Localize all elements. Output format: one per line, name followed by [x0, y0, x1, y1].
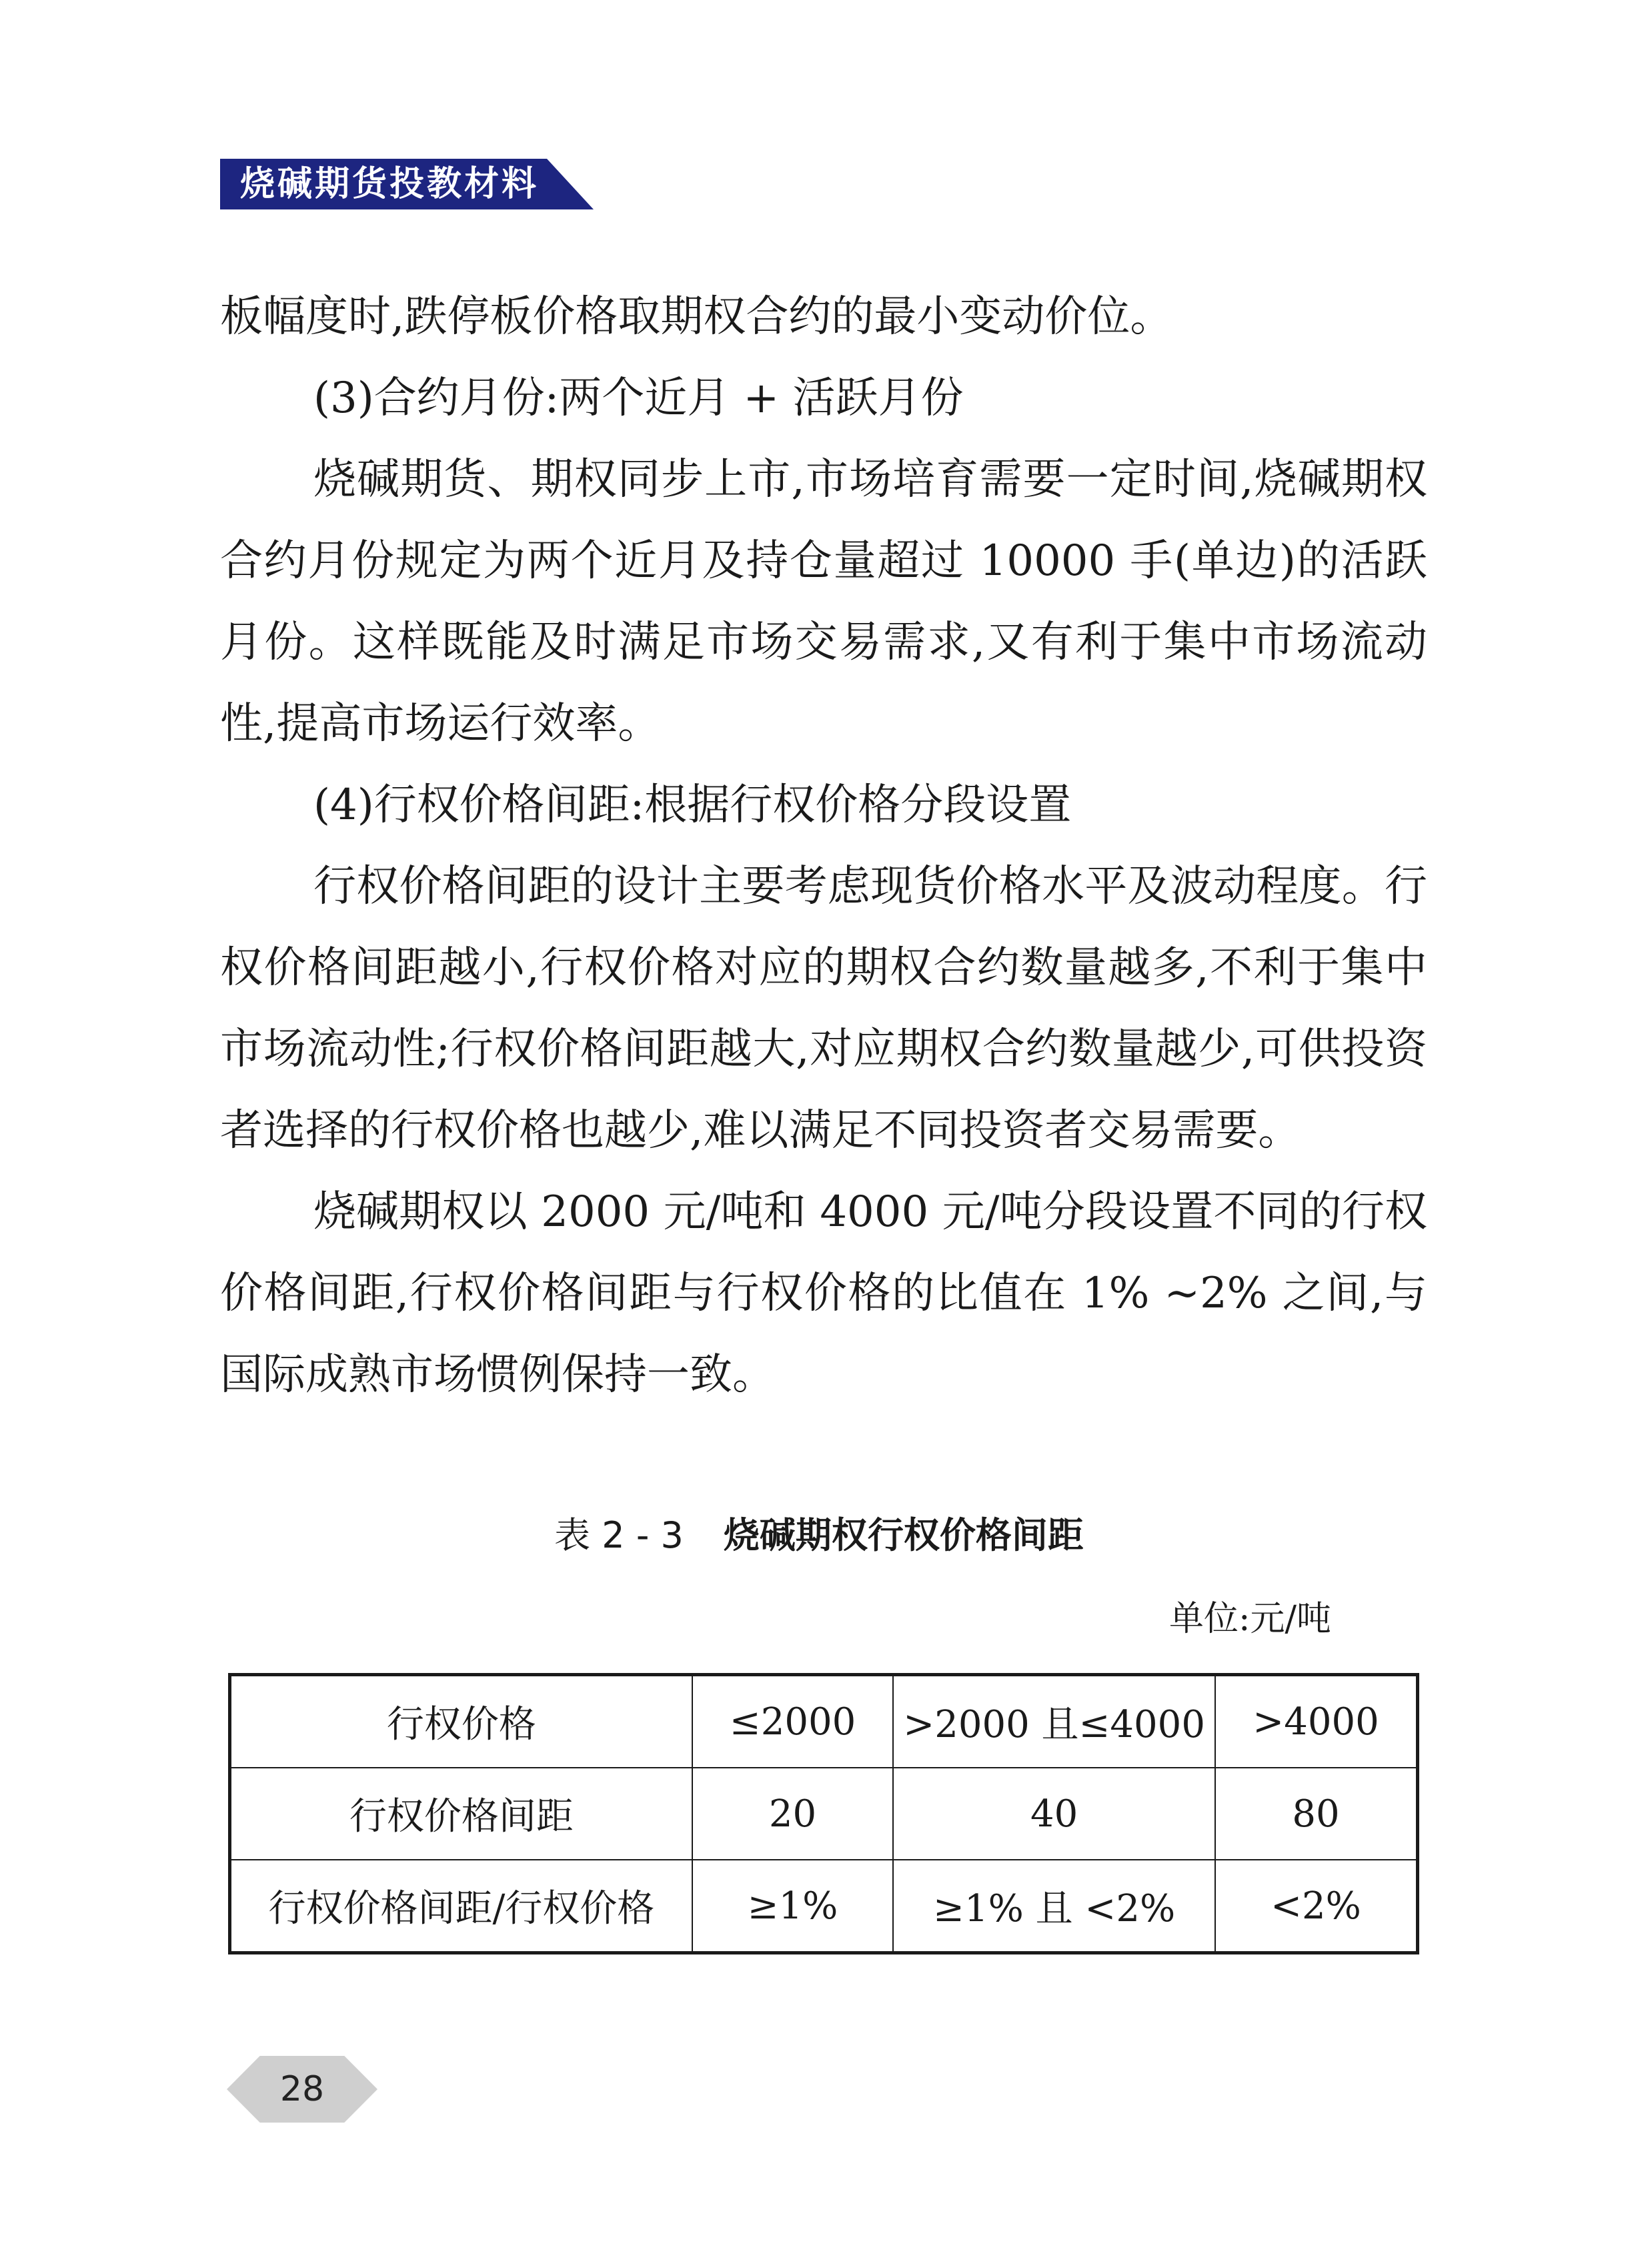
table-unit-label: 单位:元/吨 — [1168, 1599, 1331, 1639]
table-cell: <2% — [1215, 1860, 1418, 1953]
table-cell: ≥1% — [692, 1860, 894, 1953]
table-cell: 行权价格间距 — [230, 1768, 692, 1860]
body-text — [220, 276, 1427, 1415]
running-header-title: 烧碱期货投教材料 — [240, 164, 540, 204]
paragraph: 烧碱期权以 2000 元/吨和 4000 元/吨分段设置不同的行权价格间距,行权价格间距与行权价格的比值在 1% ~2% 之间,与国际成熟市场惯例保持一致。 — [220, 1187, 1427, 1399]
paragraph: 行权价格间距的设计主要考虑现货价格水平及波动程度。行权价格间距越小,行权价格对应的期权合约数量越多,不利于集中市场流动性;行权价格间距越大,对应期权合约数量越少,可供投资者选择的行权价格也越少,难以满足不同投资者交易需要。 — [220, 862, 1427, 1155]
table-cell: 40 — [893, 1768, 1215, 1860]
section-heading: (4)行权价格间距:根据行权价格分段设置 — [313, 780, 1072, 830]
table-row — [230, 1768, 1418, 1860]
table-caption-number: 表 2 - 3 — [554, 1514, 684, 1556]
page-number: 28 — [279, 2069, 325, 2109]
table-cell: ≥1% 且 <2% — [893, 1860, 1215, 1953]
table-cell: 20 — [692, 1768, 894, 1860]
table-cell: >2000 且≤4000 — [893, 1675, 1215, 1768]
table-row — [230, 1675, 1418, 1768]
table-cell: 80 — [1215, 1768, 1418, 1860]
section-heading: (3)合约月份:两个近月 + 活跃月份 — [313, 374, 964, 423]
paragraph: 烧碱期货、期权同步上市,市场培育需要一定时间,烧碱期权合约月份规定为两个近月及持仓量超过 10000 手(单边)的活跃月份。这样既能及时满足市场交易需求,又有利于集中市场流动性,提高市场运行效率。 — [220, 455, 1427, 748]
table-caption — [0, 1509, 1638, 1562]
strike-spacing-table — [228, 1673, 1419, 1954]
table-caption-title: 烧碱期权行权价格间距 — [723, 1514, 1084, 1556]
paragraph: 板幅度时,跌停板价格取期权合约的最小变动价位。 — [220, 292, 1173, 342]
table-cell: ≤2000 — [692, 1675, 894, 1768]
table-cell: 行权价格间距/行权价格 — [230, 1860, 692, 1953]
table-cell: >4000 — [1215, 1675, 1418, 1768]
table-row — [230, 1860, 1418, 1953]
table-cell: 行权价格 — [230, 1675, 692, 1768]
